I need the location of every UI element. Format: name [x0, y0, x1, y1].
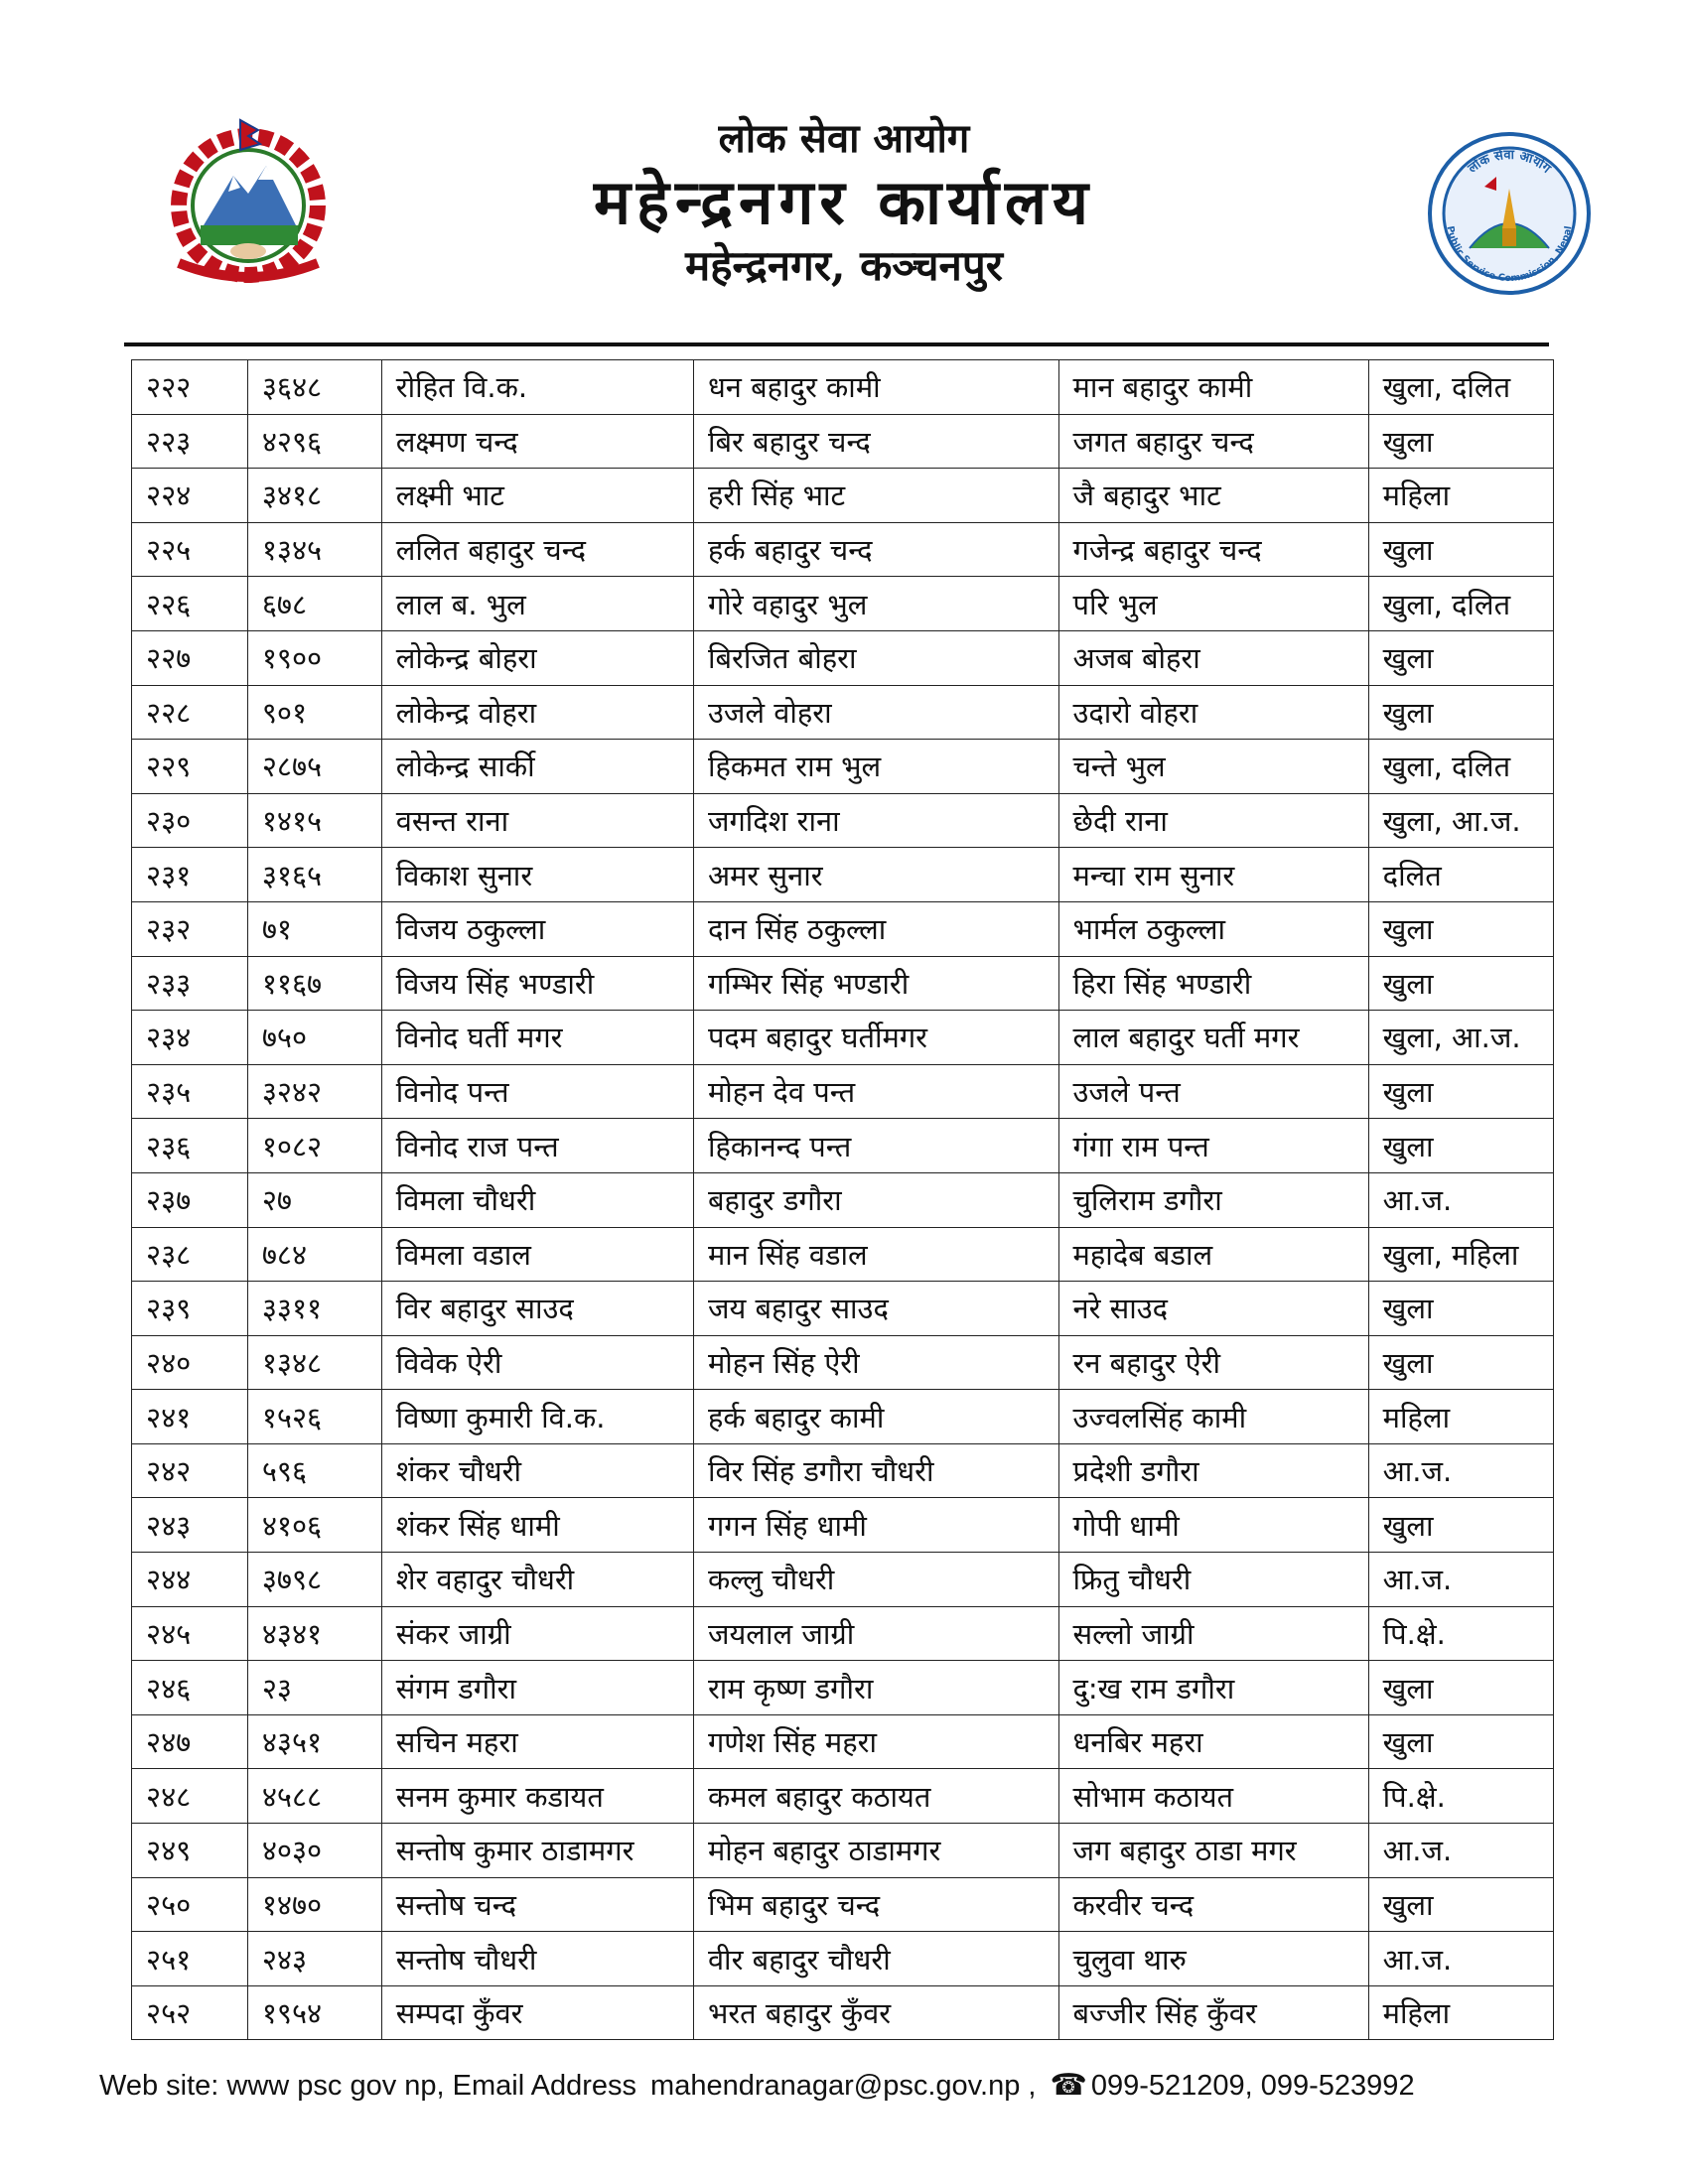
grandfather-name-cell: चुलिराम डगौरा [1058, 1172, 1368, 1227]
candidate-name-cell: सम्पदा कुँवर [381, 1985, 693, 2040]
father-name-cell: हिकमत राम भुल [693, 740, 1058, 794]
grandfather-name-cell: करवीर चन्द [1058, 1877, 1368, 1932]
roll-number-cell: १४७० [247, 1877, 381, 1932]
group-cell: खुला [1368, 901, 1553, 956]
grandfather-name-cell: उजले पन्त [1058, 1064, 1368, 1119]
roll-number-cell: २८७५ [247, 740, 381, 794]
candidate-name-cell: सन्तोष कुमार ठाडामगर [381, 1824, 693, 1878]
footer [99, 2068, 1589, 2103]
serial-number-cell: २२४ [132, 469, 248, 523]
table-row [132, 1443, 1554, 1498]
grandfather-name-cell: प्रदेशी डगौरा [1058, 1443, 1368, 1498]
group-cell: खुला [1368, 1714, 1553, 1769]
father-name-cell: वीर बहादुर चौधरी [693, 1932, 1058, 1986]
grandfather-name-cell: परि भुल [1058, 577, 1368, 631]
candidate-name-cell: सन्तोष चन्द [381, 1877, 693, 1932]
roll-number-cell: ५९६ [247, 1443, 381, 1498]
candidate-name-cell: विनोद पन्त [381, 1064, 693, 1119]
grandfather-name-cell: मान बहादुर कामी [1058, 360, 1368, 415]
candidate-name-cell: शेर वहादुर चौधरी [381, 1553, 693, 1607]
roll-number-cell: ७८४ [247, 1227, 381, 1282]
father-name-cell: विर सिंह डगौरा चौधरी [693, 1443, 1058, 1498]
grandfather-name-cell: छेदी राना [1058, 793, 1368, 848]
candidate-name-cell: विमला चौधरी [381, 1172, 693, 1227]
serial-number-cell: २४४ [132, 1553, 248, 1607]
father-name-cell: दान सिंह ठकुल्ला [693, 901, 1058, 956]
group-cell: आ.ज. [1368, 1172, 1553, 1227]
office-name: महेन्द्रनगर कार्यालय [593, 166, 1095, 238]
footer-phone: 099-521209, 099-523992 [1090, 2070, 1415, 2102]
table-row [132, 901, 1554, 956]
grandfather-name-cell: जग बहादुर ठाडा मगर [1058, 1824, 1368, 1878]
father-name-cell: हर्क बहादुर चन्द [693, 522, 1058, 577]
candidate-name-cell: विवेक ऐरी [381, 1335, 693, 1390]
grandfather-name-cell: बज्जीर सिंह कुँवर [1058, 1985, 1368, 2040]
roll-number-cell: १०८२ [247, 1119, 381, 1173]
roll-number-cell: ११६७ [247, 956, 381, 1011]
serial-number-cell: २३२ [132, 901, 248, 956]
serial-number-cell: २३४ [132, 1011, 248, 1065]
table-row [132, 1119, 1554, 1173]
table-row [132, 1661, 1554, 1715]
table-row [132, 360, 1554, 415]
table-row [132, 1714, 1554, 1769]
candidate-name-cell: संकर जाग्री [381, 1606, 693, 1661]
table-row [132, 1335, 1554, 1390]
grandfather-name-cell: जगत बहादुर चन्द [1058, 414, 1368, 469]
table-row [132, 1064, 1554, 1119]
roll-number-cell: ७१ [247, 901, 381, 956]
candidate-name-cell: लोकेन्द्र सार्की [381, 740, 693, 794]
roll-number-cell: ३६४८ [247, 360, 381, 415]
group-cell: खुला [1368, 956, 1553, 1011]
father-name-cell: जगदिश राना [693, 793, 1058, 848]
candidate-table [131, 359, 1554, 2040]
group-cell: खुला [1368, 630, 1553, 685]
father-name-cell: कल्लु चौधरी [693, 1553, 1058, 1607]
serial-number-cell: २३६ [132, 1119, 248, 1173]
serial-number-cell: २३१ [132, 848, 248, 902]
serial-number-cell: २२८ [132, 685, 248, 740]
table-row [132, 577, 1554, 631]
serial-number-cell: २५१ [132, 1932, 248, 1986]
serial-number-cell: २३९ [132, 1282, 248, 1336]
roll-number-cell: १४१५ [247, 793, 381, 848]
candidate-name-cell: वसन्त राना [381, 793, 693, 848]
serial-number-cell: २४७ [132, 1714, 248, 1769]
serial-number-cell: २४८ [132, 1769, 248, 1824]
table-row [132, 1553, 1554, 1607]
table-row [132, 1498, 1554, 1553]
table-row [132, 1769, 1554, 1824]
page-header [0, 0, 1688, 328]
roll-number-cell: ४०३० [247, 1824, 381, 1878]
group-cell: खुला [1368, 1064, 1553, 1119]
footer-website: Web site: www psc gov np, Email Address [99, 2070, 637, 2102]
serial-number-cell: २२३ [132, 414, 248, 469]
grandfather-name-cell: महादेब बडाल [1058, 1227, 1368, 1282]
commission-name: लोक सेवा आयोग [718, 115, 970, 162]
roll-number-cell: १५२६ [247, 1390, 381, 1444]
roll-number-cell: ३४१८ [247, 469, 381, 523]
candidate-name-cell: विनोद राज पन्त [381, 1119, 693, 1173]
father-name-cell: हर्क बहादुर कामी [693, 1390, 1058, 1444]
table-row [132, 1932, 1554, 1986]
candidate-name-cell: सन्तोष चौधरी [381, 1932, 693, 1986]
roll-number-cell: ३३११ [247, 1282, 381, 1336]
serial-number-cell: २२५ [132, 522, 248, 577]
father-name-cell: मोहन देव पन्त [693, 1064, 1058, 1119]
serial-number-cell: २२९ [132, 740, 248, 794]
roll-number-cell: ४२९६ [247, 414, 381, 469]
table-row [132, 740, 1554, 794]
header-divider [124, 342, 1549, 346]
roll-number-cell: ४५८८ [247, 1769, 381, 1824]
grandfather-name-cell: सोभाम कठायत [1058, 1769, 1368, 1824]
grandfather-name-cell: अजब बोहरा [1058, 630, 1368, 685]
table-row [132, 1877, 1554, 1932]
candidate-name-cell: संगम डगौरा [381, 1661, 693, 1715]
table-row [132, 1282, 1554, 1336]
footer-email[interactable]: mahendranagar@psc.gov.np , [650, 2070, 1037, 2102]
group-cell: खुला [1368, 1335, 1553, 1390]
grandfather-name-cell: रन बहादुर ऐरी [1058, 1335, 1368, 1390]
group-cell: खुला [1368, 414, 1553, 469]
roll-number-cell: ४१०६ [247, 1498, 381, 1553]
group-cell: पि.क्षे. [1368, 1606, 1553, 1661]
serial-number-cell: २४१ [132, 1390, 248, 1444]
group-cell: दलित [1368, 848, 1553, 902]
group-cell: आ.ज. [1368, 1553, 1553, 1607]
father-name-cell: बहादुर डगौरा [693, 1172, 1058, 1227]
serial-number-cell: २३० [132, 793, 248, 848]
candidate-name-cell: विमला वडाल [381, 1227, 693, 1282]
table-row [132, 630, 1554, 685]
serial-number-cell: २४९ [132, 1824, 248, 1878]
serial-number-cell: २४० [132, 1335, 248, 1390]
candidate-name-cell: लक्ष्मी भाट [381, 469, 693, 523]
serial-number-cell: २३३ [132, 956, 248, 1011]
serial-number-cell: २४६ [132, 1661, 248, 1715]
father-name-cell: गगन सिंह धामी [693, 1498, 1058, 1553]
roll-number-cell: ३७९८ [247, 1553, 381, 1607]
serial-number-cell: २५० [132, 1877, 248, 1932]
group-cell: खुला, महिला [1368, 1227, 1553, 1282]
candidate-name-cell: सचिन महरा [381, 1714, 693, 1769]
roll-number-cell: १९०० [247, 630, 381, 685]
father-name-cell: मोहन बहादुर ठाडामगर [693, 1824, 1058, 1878]
serial-number-cell: २४५ [132, 1606, 248, 1661]
roll-number-cell: ३२४२ [247, 1064, 381, 1119]
candidate-name-cell: विजय सिंह भण्डारी [381, 956, 693, 1011]
father-name-cell: जयलाल जाग्री [693, 1606, 1058, 1661]
serial-number-cell: २२२ [132, 360, 248, 415]
father-name-cell: गोरे वहादुर भुल [693, 577, 1058, 631]
father-name-cell: राम कृष्ण डगौरा [693, 1661, 1058, 1715]
table-row [132, 1172, 1554, 1227]
candidate-name-cell: रोहित वि.क. [381, 360, 693, 415]
group-cell: खुला, आ.ज. [1368, 793, 1553, 848]
roll-number-cell: ६७८ [247, 577, 381, 631]
grandfather-name-cell: सल्लो जाग्री [1058, 1606, 1368, 1661]
group-cell: आ.ज. [1368, 1443, 1553, 1498]
roll-number-cell: १३४५ [247, 522, 381, 577]
group-cell: आ.ज. [1368, 1824, 1553, 1878]
father-name-cell: बिर बहादुर चन्द [693, 414, 1058, 469]
grandfather-name-cell: दु:ख राम डगौरा [1058, 1661, 1368, 1715]
table-row [132, 956, 1554, 1011]
psc-logo-top-text: लोक सेवा आयोग [1465, 147, 1554, 177]
grandfather-name-cell: उज्वलसिंह कामी [1058, 1390, 1368, 1444]
table-row [132, 1824, 1554, 1878]
group-cell: खुला [1368, 522, 1553, 577]
table-row [132, 1985, 1554, 2040]
group-cell: आ.ज. [1368, 1932, 1553, 1986]
grandfather-name-cell: मन्चा राम सुनार [1058, 848, 1368, 902]
table-row [132, 1227, 1554, 1282]
candidate-rows [132, 360, 1554, 2040]
grandfather-name-cell: नरे साउद [1058, 1282, 1368, 1336]
roll-number-cell: ३१६५ [247, 848, 381, 902]
candidate-name-cell: ललित बहादुर चन्द [381, 522, 693, 577]
father-name-cell: धन बहादुर कामी [693, 360, 1058, 415]
roll-number-cell: २३ [247, 1661, 381, 1715]
group-cell: खुला, आ.ज. [1368, 1011, 1553, 1065]
candidate-name-cell: विनोद घर्ती मगर [381, 1011, 693, 1065]
candidate-name-cell: लक्ष्मण चन्द [381, 414, 693, 469]
group-cell: महिला [1368, 469, 1553, 523]
grandfather-name-cell: गंगा राम पन्त [1058, 1119, 1368, 1173]
candidate-name-cell: विकाश सुनार [381, 848, 693, 902]
group-cell: खुला, दलित [1368, 577, 1553, 631]
roll-number-cell: १९५४ [247, 1985, 381, 2040]
candidate-name-cell: लोकेन्द्र वोहरा [381, 685, 693, 740]
serial-number-cell: २५२ [132, 1985, 248, 2040]
roll-number-cell: १३४८ [247, 1335, 381, 1390]
group-cell: खुला [1368, 1498, 1553, 1553]
father-name-cell: हिकानन्द पन्त [693, 1119, 1058, 1173]
serial-number-cell: २४३ [132, 1498, 248, 1553]
candidate-name-cell: सनम कुमार कडायत [381, 1769, 693, 1824]
table-row [132, 414, 1554, 469]
office-location: महेन्द्रनगर, कञ्चनपुर [685, 241, 1003, 290]
roll-number-cell: ४३४१ [247, 1606, 381, 1661]
father-name-cell: पदम बहादुर घर्तीमगर [693, 1011, 1058, 1065]
group-cell: खुला, दलित [1368, 360, 1553, 415]
father-name-cell: उजले वोहरा [693, 685, 1058, 740]
grandfather-name-cell: फ्रितु चौधरी [1058, 1553, 1368, 1607]
grandfather-name-cell: लाल बहादुर घर्ती मगर [1058, 1011, 1368, 1065]
table-row [132, 1011, 1554, 1065]
father-name-cell: बिरजित बोहरा [693, 630, 1058, 685]
grandfather-name-cell: हिरा सिंह भण्डारी [1058, 956, 1368, 1011]
group-cell: खुला [1368, 1282, 1553, 1336]
serial-number-cell: २४२ [132, 1443, 248, 1498]
father-name-cell: मान सिंह वडाल [693, 1227, 1058, 1282]
grandfather-name-cell: गजेन्द्र बहादुर चन्द [1058, 522, 1368, 577]
grandfather-name-cell: धनबिर महरा [1058, 1714, 1368, 1769]
father-name-cell: भरत बहादुर कुँवर [693, 1985, 1058, 2040]
table-row [132, 685, 1554, 740]
table-row [132, 793, 1554, 848]
father-name-cell: अमर सुनार [693, 848, 1058, 902]
group-cell: खुला, दलित [1368, 740, 1553, 794]
group-cell: पि.क्षे. [1368, 1769, 1553, 1824]
group-cell: महिला [1368, 1985, 1553, 2040]
candidate-name-cell: विर बहादुर साउद [381, 1282, 693, 1336]
father-name-cell: गम्भिर सिंह भण्डारी [693, 956, 1058, 1011]
roll-number-cell: ७५० [247, 1011, 381, 1065]
grandfather-name-cell: गोपी धामी [1058, 1498, 1368, 1553]
father-name-cell: भिम बहादुर चन्द [693, 1877, 1058, 1932]
serial-number-cell: २२६ [132, 577, 248, 631]
serial-number-cell: २३७ [132, 1172, 248, 1227]
candidate-name-cell: शंकर सिंह धामी [381, 1498, 693, 1553]
father-name-cell: गणेश सिंह महरा [693, 1714, 1058, 1769]
grandfather-name-cell: चुलुवा थारु [1058, 1932, 1368, 1986]
candidate-name-cell: विजय ठकुल्ला [381, 901, 693, 956]
telephone-icon: ☎ [1050, 2069, 1087, 2102]
candidate-name-cell: विष्णा कुमारी वि.क. [381, 1390, 693, 1444]
serial-number-cell: २२७ [132, 630, 248, 685]
grandfather-name-cell: भार्मल ठकुल्ला [1058, 901, 1368, 956]
grandfather-name-cell: जै बहादुर भाट [1058, 469, 1368, 523]
grandfather-name-cell: उदारो वोहरा [1058, 685, 1368, 740]
roll-number-cell: २४३ [247, 1932, 381, 1986]
candidate-name-cell: लोकेन्द्र बोहरा [381, 630, 693, 685]
roll-number-cell: २७ [247, 1172, 381, 1227]
group-cell: खुला [1368, 1661, 1553, 1715]
candidate-name-cell: शंकर चौधरी [381, 1443, 693, 1498]
table-row [132, 848, 1554, 902]
grandfather-name-cell: चन्ते भुल [1058, 740, 1368, 794]
table-row [132, 469, 1554, 523]
father-name-cell: कमल बहादुर कठायत [693, 1769, 1058, 1824]
table-row [132, 1390, 1554, 1444]
serial-number-cell: २३८ [132, 1227, 248, 1282]
psc-logo-ring-text: Public Service Commission, Nepal [1444, 224, 1575, 285]
group-cell: खुला [1368, 1877, 1553, 1932]
group-cell: महिला [1368, 1390, 1553, 1444]
roll-number-cell: ९०१ [247, 685, 381, 740]
psc-logo-icon [1425, 129, 1594, 298]
father-name-cell: हरी सिंह भाट [693, 469, 1058, 523]
serial-number-cell: २३५ [132, 1064, 248, 1119]
table-row [132, 522, 1554, 577]
father-name-cell: मोहन सिंह ऐरी [693, 1335, 1058, 1390]
group-cell: खुला [1368, 685, 1553, 740]
father-name-cell: जय बहादुर साउद [693, 1282, 1058, 1336]
group-cell: खुला [1368, 1119, 1553, 1173]
candidate-name-cell: लाल ब. भुल [381, 577, 693, 631]
table-row [132, 1606, 1554, 1661]
roll-number-cell: ४३५१ [247, 1714, 381, 1769]
